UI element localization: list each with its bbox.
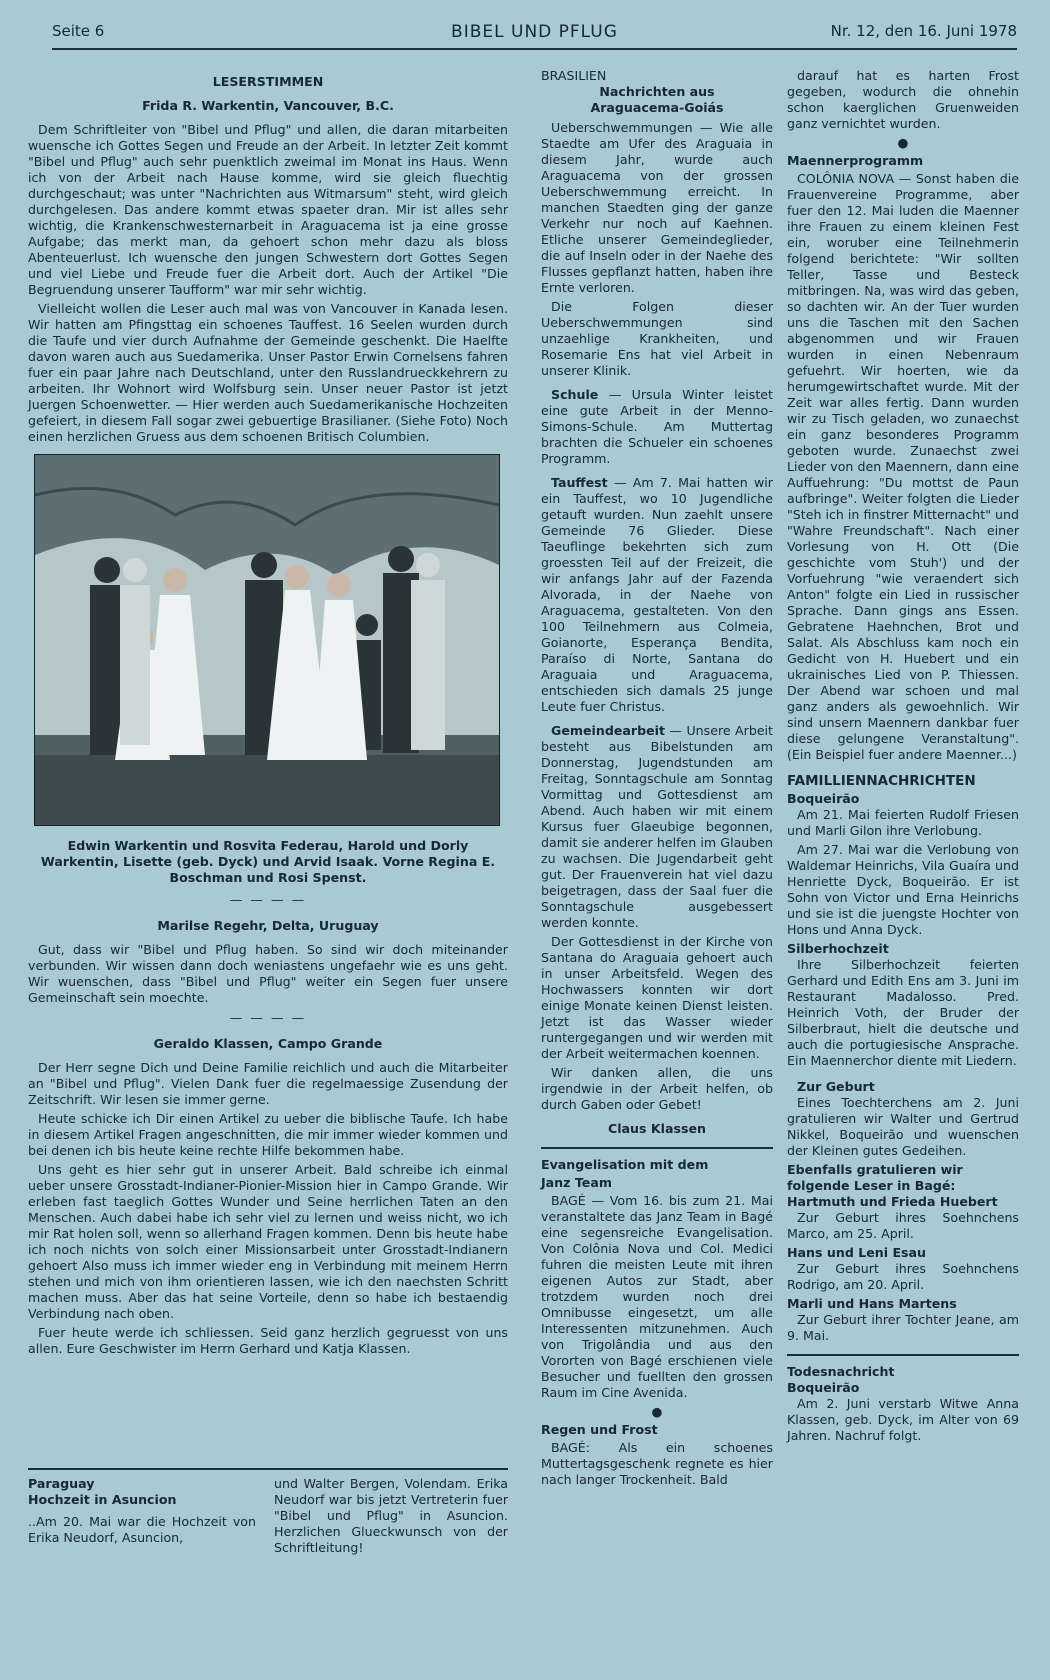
- subhead: Tauffest: [551, 475, 608, 490]
- location-heading: Boqueirão: [787, 791, 860, 806]
- paragraph: BAGÉ — Vom 16. bis zum 21. Mai veranstaltete das Janz Team in Bagé eine segensreiche Evangelisation. Von Colônia Nova und Col. Medici fuhren die meisten Leute mit ihren eigenen Autos zur Stadt, aber trotzdem wurden noch drei Omnibusse eingesetzt, um alle Interessenten mitzunehmen. Auch von Trigolândia und aus den Vororten von Bagé erschienen viele Besucher und fuellten den grossen Raum im Cine Avenida.: [541, 1193, 773, 1400]
- paragraph: Am 27. Mai war die Verlobung von Waldemar Heinrichs, Vila Guaíra und Henriette Dyck, Boqueirão. Er ist Sohn von Victor und Erna Heinrichs und sie ist die juengste Hochter von Hons und Anna Dyck.: [787, 842, 1019, 937]
- paragraph: Ueberschwemmungen — Wie alle Staedte am Ufer des Araguaia in diesem Jahr, wurde auch Araguacema von der grossen Ueberschwemmung erreicht. In manchen Staedten ging der ganze Verkehr nur noch auf Kaehnen. Etliche unserer Gemeindeglieder, die auf Inseln oder in der Naehe des Flusses gepflanzt hatten, haben ihre Ernte verloren.: [541, 120, 773, 295]
- paragraph: BAGÉ: Als ein schoenes Muttertagsgeschenk regnete es hier nach langer Trockenheit. Bald: [541, 1440, 773, 1487]
- article-title: Maennerprogramm: [787, 153, 924, 168]
- letter-author: Marilse Regehr, Delta, Uruguay: [157, 918, 379, 933]
- bullet-separator: ●: [651, 1404, 663, 1419]
- section-label: BRASILIEN: [541, 68, 607, 83]
- article-title: Janz Team: [541, 1175, 612, 1190]
- location-heading: Boqueirão: [787, 1380, 860, 1395]
- notice-left: [28, 1476, 256, 1549]
- page-header: [52, 18, 1017, 50]
- separator: — — — —: [229, 892, 307, 907]
- family-name: Marli und Hans Martens: [787, 1296, 957, 1311]
- paragraph: Ihre Silberhochzeit feierten Gerhard und Edith Ens am 3. Juni im Restaurant Madalosso. Pred. Heinrich Voth, der Bruder der Silberbraut, hielt die deutsche und auch die portugiesische Ansprache. Ein Maennerchor diente mit Liedern.: [787, 957, 1019, 1068]
- paragraph: Zur Geburt ihrer Tochter Jeane, am 9. Mai.: [787, 1312, 1019, 1343]
- subhead: Schule: [551, 387, 599, 402]
- paragraph: — Am 7. Mai hatten wir ein Tauffest, wo 10 Jugendliche getauft wurden. Nun zaehlt unsere Gemeinde 76 Glieder. Diese Taeuflinge bekehrten sich zum groessten Teil auf der Freizeit, die wir anfangs Jahr auf der Fazenda Alvorada, in der Naehe von Araguacema, gestalteten. Von den 100 Teilnehmern aus Colmeia, Goianorte, Esperança Bendita, Paraíso di Norte, Santana do Araguaia und Araguacema, entschieden sich damals 25 junge Leute fuer Christus.: [541, 475, 773, 714]
- paragraph: — Unsere Arbeit besteht aus Bibelstunden am Donnerstag, Jugendstunden am Freitag, Sonntagschule am Sonntag Vormittag und Gottesdienst am Abend. Auch haben wir mit einem Kursus fuer Glaeubige begonnen, damit sie anderer helfen im Glauben zu wachsen. Die Jugendarbeit geht gut. Der Frauenverein hat viel dazu beigetragen, dass der Saal fuer die Sonntagschule ausgebessert werden konnte.: [541, 723, 773, 930]
- notice-text: und Walter Bergen, Volendam. Erika Neudorf war bis jetzt Vertreterin fuer "Bibel und Pflug" in Asuncion. Herzlichen Glueckwunsch von der Schriftleitung!: [274, 1476, 508, 1555]
- divider: [787, 1354, 1019, 1356]
- article-title: Evangelisation mit dem: [541, 1157, 709, 1172]
- wedding-notice-box: [28, 1468, 508, 1586]
- paragraph: Dem Schriftleiter von "Bibel und Pflug" und allen, die daran mitarbeiten wuensche ich Gottes Segen und Freude an der Arbeit. In letzter Zeit kommt "Bibel und Pflug" auch sehr puenktlich zweimal im Monat ins Haus. Wenn ich von der Arbeit nach Hause komme, wird sie gleich fluechtig durchgeschaut; was unter "Nachrichten aus Witmarsum" steht, wird gleich durchgelesen. Das andere kommt etwas spaeter dran. Mir ist alles sehr wichtig, die Krankenschwesternarbeit in Araguacema ist ja eine grosse Aufgabe; das merkt man, da gehoert schon mehr dazu als bloss Abenteuerlust. Ich wuensche den jungen Schwestern dort Gottes Segen und viel Liebe und Freude fuer die Arbeit dort. Auch der Artikel "Die Begruendung unserer Taufform" war mir sehr wichtig.: [28, 122, 508, 297]
- paragraph: Fuer heute werde ich schliessen. Seid ganz herzlich gegruesst von uns allen. Eure Geschwister im Herrn Gerhard und Katja Klassen.: [28, 1325, 508, 1356]
- paragraph: — Ursula Winter leistet eine gute Arbeit in der Menno-Simons-Schule. Am Muttertag brachten die Schueler ein schoenes Programm.: [541, 387, 773, 466]
- subhead: Todesnachricht: [787, 1364, 895, 1379]
- notice-title: Hochzeit in Asuncion: [28, 1492, 177, 1507]
- paragraph: Heute schicke ich Dir einen Artikel zu ueber die biblische Taufe. Ich habe in diesem Artikel Fragen angeschnitten, die mir immer wieder kommen und bei denen ich bis heute keine rechte Hilfe bekommen habe.: [28, 1111, 508, 1158]
- paragraph: Die Folgen dieser Ueberschwemmungen sind unzaehlige Krankheiten, und Rosemarie Ens hat viel Arbeit in unserer Klinik.: [541, 299, 773, 378]
- publication-title: BIBEL UND PFLUG: [451, 22, 618, 42]
- notice-country: Paraguay: [28, 1476, 95, 1491]
- family-name: Hartmuth und Frieda Huebert: [787, 1194, 998, 1209]
- article-signature: Claus Klassen: [608, 1121, 706, 1136]
- paragraph: Uns geht es hier sehr gut in unserer Arbeit. Bald schreibe ich einmal ueber unsere Grosstadt-Indianer-Pionier-Mission hier in Campo Grande. Wir erleben fast taeglich Gottes Wunder und Seine herrlichen Taten an den Menschen. Auch dabei habe ich sehr viel zu lernen und weiss nicht, wo ich mir Rat holen soll, wenn so allerhand Fragen kommen. Denn bis heute habe ich noch nichts von solch einer Missionsarbeit unter Grosstadt-Indianern gehoert Also muss ich immer wieder eng in Verbindung mit meinem Herrn stehen und mich von ihm orientieren lassen, wie ich den naechsten Schritt machen muss. Aber das hat seine Vorteile, denn so habe ich bestaendig Verbindung nach oben.: [28, 1162, 508, 1321]
- paragraph: Vielleicht wollen die Leser auch mal was von Vancouver in Kanada lesen. Wir hatten am Pfingsttag ein schoenes Tauffest. 16 Seelen wurden durch die Taufe und vier durch Aufnahme der Gemeinde geschenkt. Die Haelfte davon waren auch aus Suedamerika. Unser Pastor Erwin Cornelsens fahren fuer ein paar Jahre nach Deutschland, unter den Russlandrueckkehrern zu arbeiten. Ihr Wohnort wird Wolfsburg sein. Unser neuer Pastor ist jetzt Juergen Schoenwetter. — Hier werden auch Suedamerikanische Hochzeiten gefeiert, in diesem Fall sogar zwei gebuertige Brasilianer. (Siehe Foto) Noch einen herzlichen Gruess aus dem schoenen Britisch Columbien.: [28, 301, 508, 444]
- paragraph: Wir danken allen, die uns irgendwie in der Arbeit helfen, ob durch Gaben oder Gebet!: [541, 1065, 773, 1112]
- paragraph: Der Gottesdienst in der Kirche von Santana do Araguaia gehoert auch in unser Arbeitsfeld. Wegen des Hochwassers konnten wir dort einige Monate keinen Dienst leisten. Jetzt ist das Wasser wieder runtergegangen und wir werden mit der Arbeit weitermachen koennen.: [541, 934, 773, 1061]
- letter-author: Geraldo Klassen, Campo Grande: [153, 1036, 383, 1051]
- paragraph: darauf hat es harten Frost gegeben, wodurch die ohnehin schon kaerglichen Gruenweiden ganz vernichtet wurden.: [787, 68, 1019, 131]
- article-title: Nachrichten aus: [599, 84, 715, 99]
- paragraph: Der Herr segne Dich und Deine Familie reichlich und auch die Mitarbeiter an "Bibel und Pflug". Vielen Dank fuer die regelmaessige Zusendung der Zeitschrift. Wir lesen sie immer gerne.: [28, 1060, 508, 1107]
- notice-right: [274, 1476, 508, 1559]
- paragraph: Zur Geburt ihres Soehnchens Marco, am 25. April.: [787, 1210, 1019, 1241]
- subhead: Zur Geburt: [797, 1079, 875, 1094]
- paragraph: Zur Geburt ihres Soehnchens Rodrigo, am 20. April.: [787, 1261, 1019, 1292]
- notice-text: ..Am 20. Mai war die Hochzeit von Erika Neudorf, Asuncion,: [28, 1514, 256, 1545]
- section-title: LESERSTIMMEN: [212, 74, 324, 89]
- bullet-separator: ●: [897, 135, 909, 150]
- family-name: Hans und Leni Esau: [787, 1245, 927, 1260]
- paragraph: Am 2. Juni verstarb Witwe Anna Klassen, geb. Dyck, im Alter von 69 Jahren. Nachruf folgt.: [787, 1396, 1019, 1443]
- paragraph: Am 21. Mai feierten Rudolf Friesen und Marli Gilon ihre Verlobung.: [787, 807, 1019, 838]
- column-middle: [541, 68, 773, 1491]
- separator: — — — —: [229, 1010, 307, 1025]
- paragraph: Gut, dass wir "Bibel und Pflug haben. So sind wir doch miteinander verbunden. Wir wissen dann doch weniastens ungefaehr wie es uns geht. Wir wuenschen, dass "Bibel und Pflug" weiter ein Segen fuer unsere Gemeinschaft sein moechte.: [28, 942, 508, 1005]
- section-title: FAMILLIENNACHRICHTEN: [787, 773, 976, 789]
- subhead: Silberhochzeit: [787, 941, 889, 956]
- subhead: Gemeindearbeit: [551, 723, 665, 738]
- divider: [541, 1147, 773, 1149]
- paragraph: Eines Toechterchens am 2. Juni gratulieren wir Walter und Gertrud Nikkel, Boqueirão und wuenschen der Kleinen gutes Gedeihen.: [787, 1095, 1019, 1158]
- issue-date: Nr. 12, den 16. Juni 1978: [830, 22, 1017, 40]
- letter-author: Frida R. Warkentin, Vancouver, B.C.: [142, 98, 394, 113]
- paragraph: COLÔNIA NOVA — Sonst haben die Frauenvereine Programme, aber fuer den 12. Mai luden die Maenner ihre Frauen zu einem kleinen Fest ein, woruber eine Teilnehmerin folgend berichtete: "Wir sollten Teller, Tasse und Besteck mitbringen. Na, was wird das geben, so dachten wir. An der Tuer wurden uns die Taschen mit den Sachen abgenommen und wir Frauen wurden in einen Nebenraum gefuehrt. Wir hoerten, wie da herumgewirtschaftet wurde. Mit der Zeit war alles fertig. Dann wurden wir zu Tisch geladen, wo zunaechst ein ganz besonderes Programm geboten wurde. Zunaechst zwei Lieder von den Maennern, dann eine Auffuehrung: "Du mottst de Paun aufbringe". Weiter folgten die Lieder "Steh ich in finstrer Mitternacht" und "Wahre Freundschaft". Nach einer Vorlesung von H. Ott (Die geschichte vom Stuh') und der Vorfuehrung "wie veraendert sich Anton" folgte ein Lied in russischer Sprache. Dann gings ans Essen. Gebratene Haehnchen, Brot und Salat. Als Abschluss kam noch ein Gedicht von H. Huebert und ein ukrainisches Lied von P. Thiessen. Der Abend war schoen und mal ganz anders als gewoehnlich. Wir sind unsern Maennern dankbar fuer diese gelungene Veranstaltung". (Ein Beispiel fuer andere Maenner...): [787, 171, 1019, 762]
- column-left: [28, 68, 508, 1360]
- article-title: Regen und Frost: [541, 1422, 658, 1437]
- column-right: [787, 68, 1019, 1447]
- page-number: Seite 6: [52, 22, 105, 40]
- divider: [28, 1468, 508, 1470]
- photo-caption: Edwin Warkentin und Rosvita Federau, Harold und Dorly Warkentin, Lisette (geb. Dyck) und Arvid Isaak. Vorne Regina E. Boschman und Rosi Spenst.: [40, 838, 496, 885]
- article-title: Araguacema-Goiás: [590, 100, 724, 115]
- subhead: Ebenfalls gratulieren wir: [787, 1162, 963, 1177]
- subhead: folgende Leser in Bagé:: [787, 1178, 956, 1193]
- wedding-group-photo: [34, 454, 500, 826]
